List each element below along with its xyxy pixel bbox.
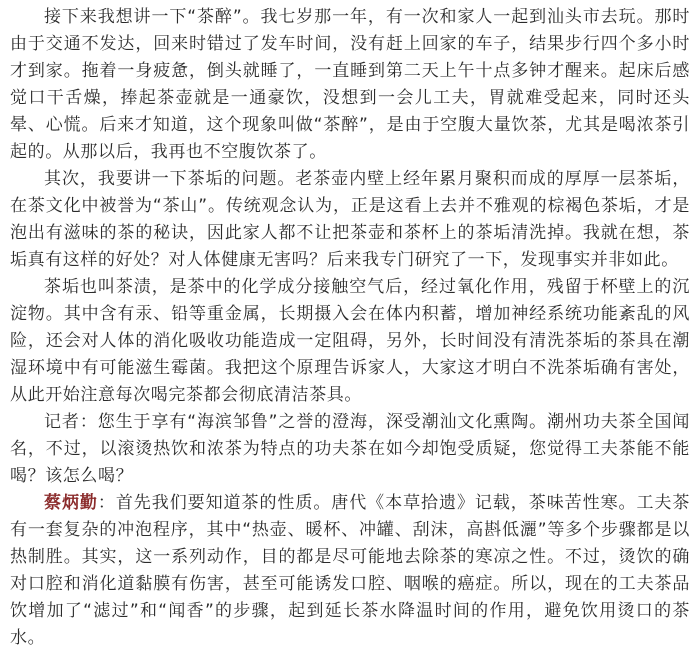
paragraph-tea-stain-question: 其次，我要讲一下茶垢的问题。老茶壶内壁上经年累月聚积而成的厚厚一层茶垢，在茶文化中被誉为“茶山”。传统观念认为，正是这看上去并不雅观的棕褐色茶垢，才是泡出有滋味的茶的秘诀，因此家人都不让把茶壶和茶杯上的茶垢清洗掉。我就在想，茶垢真有这样的好处？对人体健康无害吗？后来我专门研究了一下，发现事实并非如此。 (10, 169, 690, 270)
paragraph-tea-drunkenness: 接下来我想讲一下“茶醉”。我七岁那一年，有一次和家人一起到汕头市去玩。那时由于交通不发达，回来时错过了发车时间，没有赶上回家的车子，结果步行四个多小时才到家。拖着一身疲惫，倒头就睡了，一直睡到第二天上午十点多钟才醒来。起床后感觉口干舌燥，捧起茶壶就是一通豪饮，没想到一会儿工夫，胃就难受起来，同时还头晕、心慌。后来才知道，这个现象叫做“茶醉”，是由于空腹大量饮茶，尤其是喝浓茶引起的。从那以后，我再也不空腹饮茶了。 (10, 7, 690, 162)
paragraph-interviewee-answer (10, 490, 690, 652)
paragraph-reporter-question: 记者：您生于享有“海滨邹鲁”之誉的澄海，深受潮汕文化熏陶。潮州功夫茶全国闻名，不过，以滚烫热饮和浓茶为特点的功夫茶在如今却饱受质疑，您觉得工夫茶能不能喝？该怎么喝？ (10, 412, 690, 486)
speaker-name: 蔡炳勤 (44, 493, 98, 513)
paragraph-tea-stain-explanation: 茶垢也叫茶渍，是茶中的化学成分接触空气后，经过氧化作用，残留于杯壁上的沉淀物。其中含有汞、铅等重金属，长期摄入会在体内积蓄，增加神经系统功能紊乱的风险，还会对人体的消化吸收功能造成一定阻碍，另外，长时间没有清洗茶垢的茶具在潮湿环境中有可能滋生霉菌。我把这个原理告诉家人，大家这才明白不洗茶垢确有害处，从此开始注意每次喝完茶都会彻底清洁茶具。 (10, 277, 690, 405)
answer-text: ：首先我们要知道茶的性质。唐代《本草拾遗》记载，茶味苦性寒。工夫茶有一套复杂的冲泡程序，其中“热壶、暖杯、冲罐、刮沫，高斟低灑”等多个步骤都是以热制胜。其实，这一系列动作，目的都是尽可能地去除茶的寒凉之性。不过，烫饮的确对口腔和消化道黏膜有伤害，甚至可能诱发口腔、咽喉的癌症。所以，现在的工夫茶品饮增加了“滤过”和“闻香”的步骤，起到延长茶水降温时间的作用，避免饮用烫口的茶水。 (10, 493, 690, 648)
